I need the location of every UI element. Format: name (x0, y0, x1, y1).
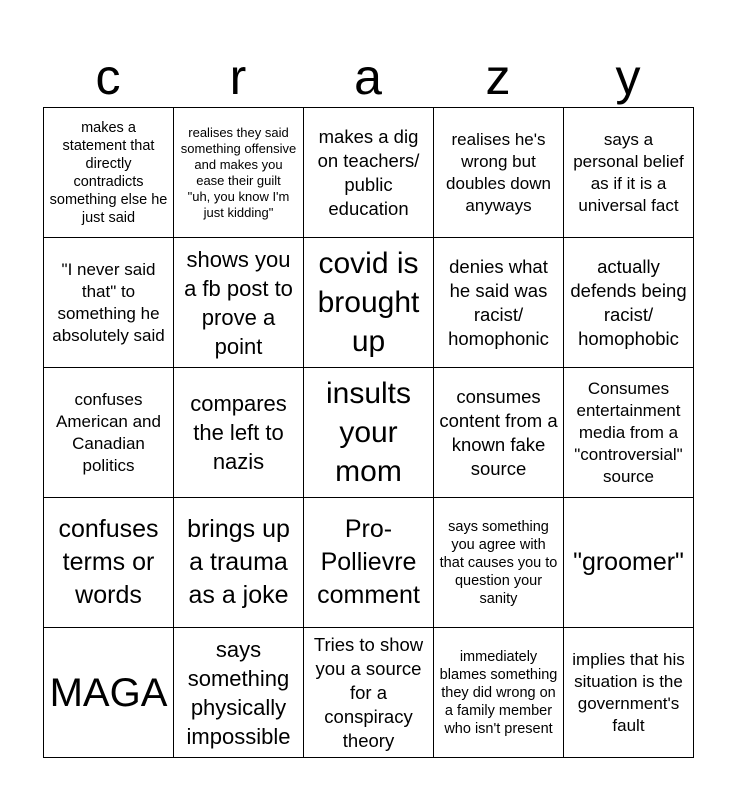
bingo-cell-text: "groomer" (573, 548, 684, 576)
bingo-cell[interactable] (304, 238, 434, 368)
bingo-cell[interactable] (44, 108, 174, 238)
bingo-cell-text: denies what he said was racist/ homophonic (448, 255, 549, 349)
bingo-cell[interactable] (44, 498, 174, 628)
bingo-cell-text: MAGA (49, 670, 168, 715)
bingo-cell[interactable] (304, 628, 434, 758)
bingo-cell[interactable] (44, 238, 174, 368)
bingo-cell-text: Consumes entertainment media from a "controversial" source (574, 378, 683, 486)
bingo-cell[interactable] (44, 628, 174, 758)
bingo-cell[interactable] (564, 108, 694, 238)
bingo-cell-text: compares the left to nazis (190, 391, 287, 474)
bingo-cell-text: makes a statement that directly contradicts something else he just said (49, 119, 168, 226)
bingo-cell[interactable] (304, 108, 434, 238)
bingo-cell[interactable] (434, 238, 564, 368)
bingo-cell[interactable] (434, 498, 564, 628)
bingo-cell-text: realises they said something offensive and makes you ease their guilt "uh, you know I'm just kidding" (180, 124, 297, 220)
bingo-cell-text: implies that his situation is the government's fault (572, 649, 685, 735)
bingo-cell[interactable] (44, 368, 174, 498)
bingo-cell-text: Pro-Pollievre comment (317, 515, 420, 609)
bingo-cell-text: shows you a fb post to prove a point (184, 246, 293, 359)
bingo-cell-text: realises he's wrong but doubles down anyways (446, 129, 551, 215)
bingo-title (43, 48, 693, 106)
bingo-cell-text: brings up a trauma as a joke (187, 515, 290, 609)
bingo-cell-text: covid is brought up (317, 247, 420, 358)
bingo-cell-text: confuses terms or words (58, 515, 159, 609)
bingo-cell[interactable] (174, 628, 304, 758)
bingo-cell[interactable] (174, 498, 304, 628)
bingo-cell[interactable] (564, 368, 694, 498)
bingo-cell-text: says something physically impossible (186, 636, 291, 749)
bingo-cell[interactable] (304, 498, 434, 628)
bingo-cell[interactable] (434, 108, 564, 238)
bingo-cell-text: immediately blames something they did wrong on a family member who isn't present (439, 648, 558, 737)
bingo-cell-text: consumes content from a known fake source (439, 385, 558, 479)
bingo-cell-text: Tries to show you a source for a conspiracy theory (313, 633, 424, 751)
bingo-cell-text: says something you agree with that causes you to question your sanity (439, 518, 558, 607)
bingo-cell-text: makes a dig on teachers/ public education (317, 125, 420, 219)
bingo-cell[interactable] (304, 368, 434, 498)
bingo-cell[interactable] (564, 498, 694, 628)
bingo-cell[interactable] (564, 628, 694, 758)
bingo-cell[interactable] (434, 628, 564, 758)
title-letter-a: a (354, 49, 382, 105)
title-letter-r: r (229, 49, 247, 105)
bingo-cell[interactable] (564, 238, 694, 368)
title-letter-y: y (615, 49, 641, 105)
bingo-cell[interactable] (174, 238, 304, 368)
bingo-cell[interactable] (174, 108, 304, 238)
bingo-cell-text: confuses American and Canadian politics (56, 389, 161, 475)
bingo-cell-text: "I never said that" to something he absolutely said (52, 259, 165, 345)
bingo-cell[interactable] (434, 368, 564, 498)
bingo-cell-text: says a personal belief as if it is a universal fact (573, 129, 684, 215)
title-letter-z: z (485, 49, 511, 105)
bingo-cell-text: insults your mom (325, 377, 412, 488)
bingo-cell[interactable] (174, 368, 304, 498)
bingo-board (43, 107, 694, 758)
bingo-cell-text: actually defends being racist/ homophobic (570, 255, 687, 349)
title-letter-c: c (95, 49, 121, 105)
